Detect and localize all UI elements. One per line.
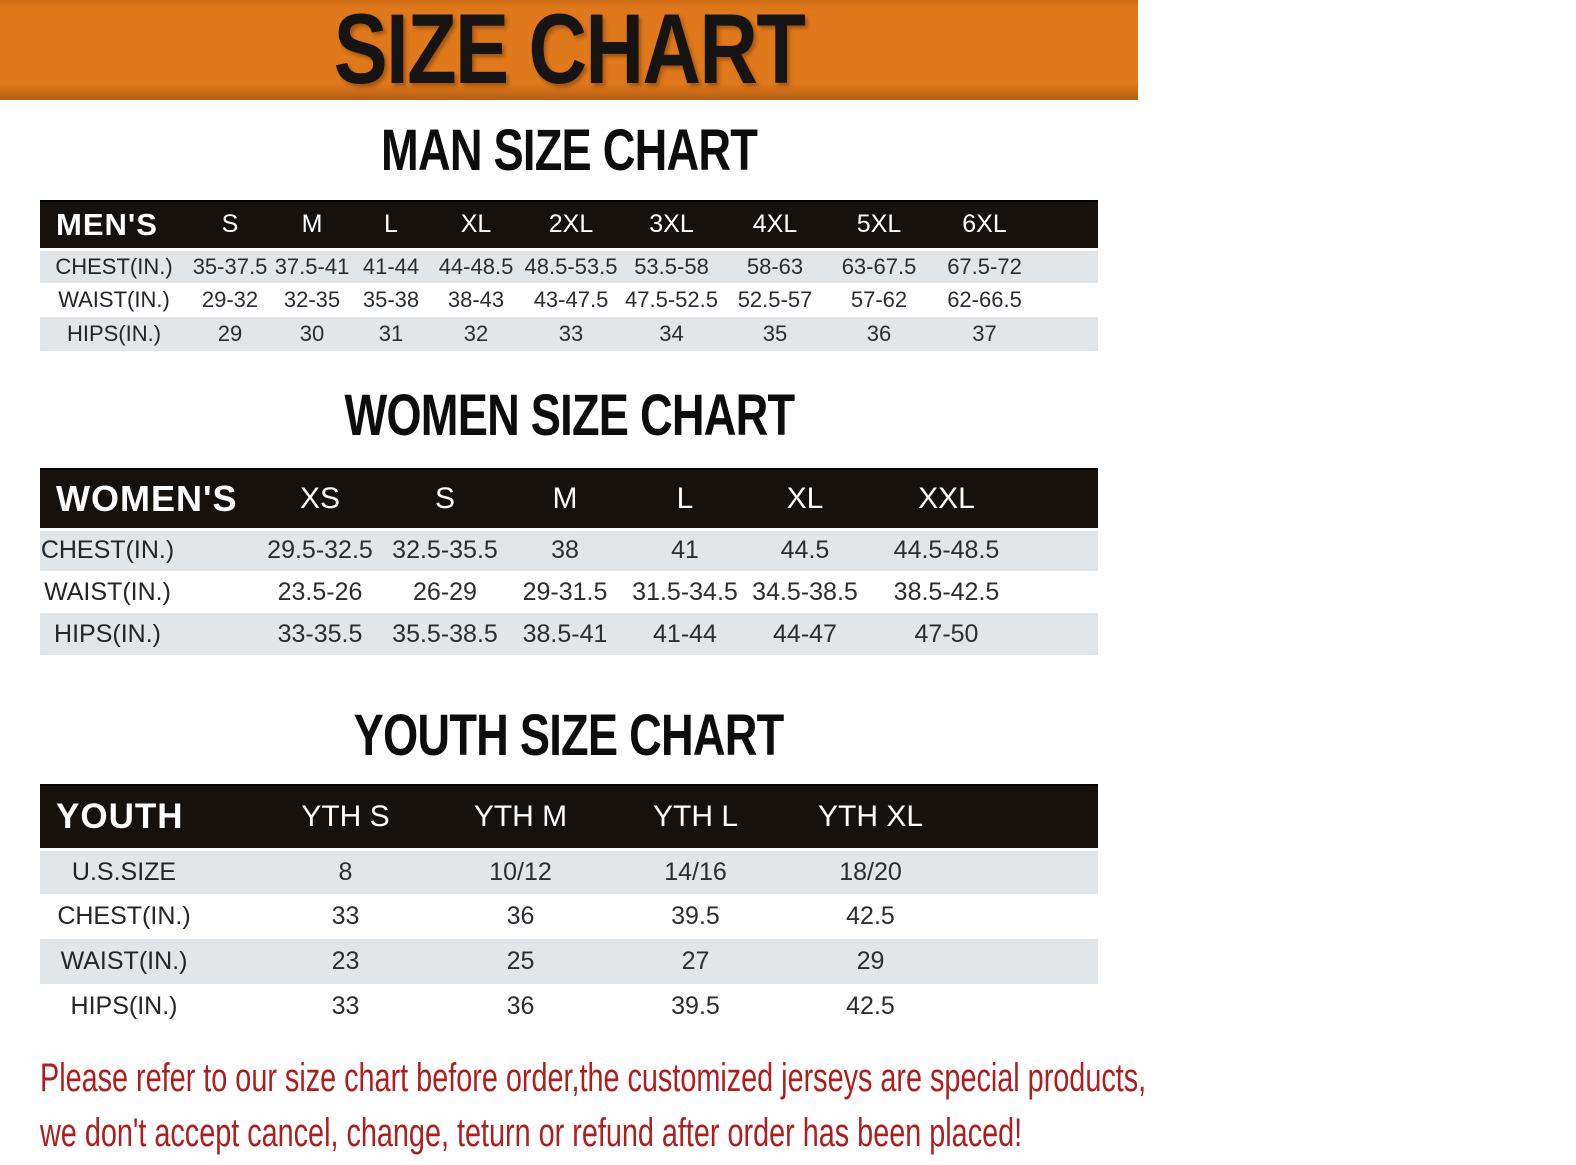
- measurement-label: CHEST(IN.): [57, 902, 191, 930]
- size-value: 44.5-48.5: [893, 536, 1000, 565]
- size-column-header: YTH L: [608, 785, 783, 849]
- size-value: 38.5-41: [522, 619, 608, 648]
- size-value: 29: [856, 947, 885, 975]
- size-value: 52.5-57: [737, 287, 813, 312]
- size-value: 36: [866, 321, 892, 346]
- banner: [0, 0, 1138, 104]
- measurement-row: [40, 613, 1098, 655]
- size-value: 35.5-38.5: [392, 619, 498, 648]
- size-value: 29.5-32.5: [267, 536, 373, 565]
- size-column-header: 3XL: [620, 201, 723, 249]
- size-value: 41: [671, 536, 699, 565]
- measurement-row: [40, 894, 1098, 939]
- size-value: 53.5-58: [634, 253, 709, 279]
- size-value: 34: [659, 321, 684, 346]
- size-header-row: [40, 785, 1098, 849]
- size-value: 33: [331, 902, 360, 930]
- size-value: 38-43: [447, 287, 505, 312]
- size-header-row: [40, 201, 1098, 249]
- measurement-label: WAIST(IN.): [44, 577, 171, 606]
- size-value: 35-38: [362, 287, 420, 312]
- size-value: 33: [558, 321, 584, 346]
- size-column-header: XL: [430, 201, 522, 249]
- size-column-header: 4XL: [723, 201, 827, 249]
- size-value: 36: [506, 902, 535, 930]
- youth-corner-label: YOUTH: [40, 785, 258, 849]
- size-value: 48.5-53.5: [524, 253, 618, 279]
- measurement-label: CHEST(IN.): [55, 253, 173, 279]
- men-corner-label: MEN'S: [40, 201, 188, 249]
- size-value: 27: [681, 947, 710, 975]
- women-size-section: [0, 383, 1138, 655]
- size-value: 32-35: [283, 287, 341, 312]
- size-value: 29-31.5: [522, 577, 608, 606]
- size-value: 30: [299, 321, 325, 346]
- size-value: 67.5-72: [947, 253, 1022, 279]
- size-value: 44.5: [780, 536, 830, 565]
- measurement-row: [40, 249, 1098, 283]
- measurement-row: [40, 571, 1098, 613]
- size-value: 35-37.5: [192, 253, 268, 279]
- disclaimer-line-1: Please refer to our size chart before order,the customized jerseys are special products,: [40, 1056, 1147, 1100]
- measurement-label: HIPS(IN.): [66, 321, 162, 346]
- size-value: 38.5-42.5: [893, 577, 1000, 606]
- size-value: 33-35.5: [277, 619, 363, 648]
- size-value: 25: [506, 947, 535, 975]
- size-column-header: YTH M: [433, 785, 608, 849]
- size-value: 47-50: [914, 619, 979, 648]
- size-column-header: XL: [745, 469, 865, 529]
- men-size-section: [0, 118, 1138, 351]
- size-value: 29: [217, 321, 243, 346]
- size-value: 31.5-34.5: [632, 577, 738, 606]
- measurement-row: [40, 529, 1098, 571]
- size-value: 47.5-52.5: [625, 287, 718, 312]
- size-value: 57-62: [850, 287, 908, 312]
- size-column-header: 6XL: [931, 201, 1098, 249]
- measurement-row: [40, 939, 1098, 984]
- size-column-header: XXL: [865, 469, 1098, 529]
- size-column-header: XS: [255, 469, 385, 529]
- men-size-table: [40, 200, 1098, 351]
- measurement-row: [40, 849, 1098, 894]
- size-value: 44-48.5: [438, 253, 514, 279]
- youth-section-title: YOUTH SIZE CHART: [354, 703, 784, 768]
- measurement-label: CHEST(IN.): [40, 536, 175, 565]
- size-value: 32.5-35.5: [392, 536, 498, 565]
- size-value: 38: [551, 536, 579, 565]
- women-size-table: [40, 468, 1098, 655]
- size-value: 42.5: [846, 902, 895, 930]
- size-value: 37.5-41: [274, 253, 350, 279]
- size-value: 44-47: [773, 619, 837, 648]
- measurement-label: WAIST(IN.): [60, 947, 188, 975]
- women-section-title: WOMEN SIZE CHART: [344, 383, 794, 448]
- size-value: 37: [972, 321, 997, 346]
- measurement-row: [40, 984, 1098, 1029]
- men-section-title: MAN SIZE CHART: [380, 118, 758, 183]
- size-value: 63-67.5: [841, 253, 917, 279]
- size-column-header: 5XL: [827, 201, 931, 249]
- size-column-header: L: [625, 469, 745, 529]
- size-value: 31: [378, 321, 404, 346]
- size-value: 62-66.5: [947, 287, 1022, 312]
- measurement-label: WAIST(IN.): [58, 287, 170, 312]
- size-value: 32: [463, 321, 489, 346]
- size-column-header: S: [188, 201, 272, 249]
- size-value: 18/20: [839, 857, 902, 886]
- size-value: 14/16: [664, 857, 727, 886]
- size-value: 42.5: [846, 992, 895, 1020]
- size-value: 29-32: [201, 287, 259, 312]
- size-value: 23.5-26: [277, 577, 363, 606]
- measurement-label: HIPS(IN.): [70, 992, 178, 1020]
- size-column-header: L: [352, 201, 430, 249]
- measurement-label: U.S.SIZE: [71, 857, 177, 886]
- size-value: 36: [506, 992, 535, 1020]
- size-column-header: M: [272, 201, 352, 249]
- size-value: 33: [331, 992, 360, 1020]
- size-column-header: YTH XL: [783, 785, 1098, 849]
- size-column-header: 2XL: [522, 201, 620, 249]
- size-value: 43-47.5: [533, 287, 609, 312]
- measurement-label: HIPS(IN.): [54, 619, 161, 648]
- size-column-header: M: [505, 469, 625, 529]
- youth-size-section: [0, 703, 1138, 1029]
- size-column-header: S: [385, 469, 505, 529]
- size-value: 23: [331, 947, 360, 975]
- disclaimer-note: [40, 1055, 1147, 1165]
- size-value: 39.5: [671, 992, 720, 1020]
- youth-size-table: [40, 784, 1098, 1029]
- size-value: 58-63: [746, 253, 804, 279]
- size-value: 10/12: [489, 857, 552, 886]
- size-value: 39.5: [671, 902, 720, 930]
- measurement-row: [40, 317, 1098, 351]
- size-column-header: YTH S: [258, 785, 433, 849]
- disclaimer-line-2: we don't accept cancel, change, teturn or refund after order has been placed!: [40, 1111, 1023, 1155]
- size-value: 34.5-38.5: [752, 577, 858, 606]
- size-value: 41-44: [362, 253, 420, 279]
- size-header-row: [40, 469, 1098, 529]
- size-value: 8: [338, 857, 353, 886]
- measurement-row: [40, 283, 1098, 317]
- banner-title: SIZE CHART: [333, 0, 805, 104]
- size-value: 41-44: [653, 619, 717, 648]
- size-value: 35: [762, 321, 788, 346]
- size-value: 26-29: [413, 577, 477, 606]
- women-corner-label: WOMEN'S: [40, 469, 255, 529]
